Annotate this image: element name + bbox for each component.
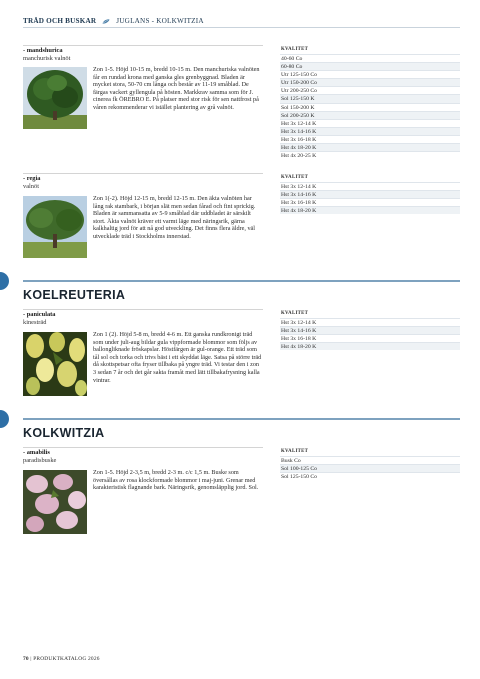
footer-separator: | xyxy=(30,656,32,662)
quality-row: Hst 3x 14-16 K xyxy=(280,326,460,334)
plant-divider xyxy=(23,173,263,174)
quality-row: 60-80 Co xyxy=(280,62,460,70)
quality-row: Hst 3x 14-16 K xyxy=(280,190,460,198)
section-rule xyxy=(23,418,460,420)
plant-photo-paniculata xyxy=(23,332,87,396)
plant-description: Zon 1-5. Höjd 2-3,5 m, bredd 2-3 m. c/c 1,5 m. Buske som översållas av rosa klockformade blommor i maj-juni. Grenar med karakteristisk flagnande bark. Näringsrik, genomsläpplig jord. Sol. xyxy=(93,469,259,492)
header-genera: JUGLANS - KOLKWITZIA xyxy=(116,17,204,25)
section-title: KOELREUTERIA xyxy=(23,288,126,302)
quality-row: Utr 150-200 Co xyxy=(280,78,460,86)
quality-table xyxy=(280,447,460,480)
header-section: TRÄD OCH BUSKAR xyxy=(23,17,97,25)
plant-name-block xyxy=(23,449,56,464)
quality-table xyxy=(280,309,460,350)
quality-row: Hst 3x 16-18 K xyxy=(280,135,460,143)
section-rule xyxy=(23,280,460,282)
page-number: 70 xyxy=(23,656,29,662)
section-marker xyxy=(0,410,9,428)
quality-row: Hst 3x 12-14 K xyxy=(280,182,460,190)
plant-name-block xyxy=(23,175,40,190)
quality-row: Sol 150-200 K xyxy=(280,103,460,111)
plant-photo-regia xyxy=(23,196,87,258)
quality-header: KVALITET xyxy=(281,311,309,316)
plant-divider xyxy=(23,447,263,448)
quality-row: Sol 200-250 K xyxy=(280,111,460,119)
quality-row: Hst 4x 18-20 K xyxy=(280,206,460,214)
quality-row: Hst 3x 14-16 K xyxy=(280,127,460,135)
plant-name-block xyxy=(23,47,70,62)
quality-row: Hst 4x 18-20 K xyxy=(280,143,460,151)
quality-row: Sol 125-150 Co xyxy=(280,472,460,480)
quality-header: KVALITET xyxy=(281,449,309,454)
plant-photo-amabilis xyxy=(23,470,87,534)
plant-swedish-name: paradisbuske xyxy=(23,456,57,464)
leaf-icon xyxy=(102,19,110,24)
quality-row: Busk Co xyxy=(280,456,460,464)
quality-row: Hst 3x 16-18 K xyxy=(280,198,460,206)
plant-swedish-name: valnöt xyxy=(23,182,39,190)
plant-description: Zon 1(-2). Höjd 12-15 m, bredd 12-15 m. Den äkta valnöten har lång rak stambark, i början slät men sedan fårad och fint sprickig. Bladen är sammansatta av 5-9 småblad där uddbladet är särskilt stort. Äkta valnöt kräver ett varmt läge med näringsrik, gärna kalkhaltig jord för att nå god utveckling. Det finns flera äldre, väl utvecklade träd i Stockholms innerstad. xyxy=(93,195,256,240)
section-title: KOLKWITZIA xyxy=(23,426,105,440)
quality-table xyxy=(280,173,460,214)
plant-cultivar: - paniculata xyxy=(23,311,56,318)
quality-row: Hst 3x 12-14 K xyxy=(280,119,460,127)
plant-divider xyxy=(23,309,263,310)
plant-name-block xyxy=(23,311,56,326)
quality-row: Hst 3x 16-18 K xyxy=(280,334,460,342)
header-divider xyxy=(23,27,460,28)
quality-row: Utr 200-250 Co xyxy=(280,86,460,94)
quality-row: Utr 125-150 Co xyxy=(280,70,460,78)
quality-header: KVALITET xyxy=(281,175,309,180)
plant-photo-mandshurica xyxy=(23,67,87,129)
plant-swedish-name: kinesträd xyxy=(23,318,47,326)
quality-row: Hst 4x 18-20 K xyxy=(280,342,460,350)
catalog-name: PRODUKTKATALOG 2026 xyxy=(33,656,100,662)
quality-row: Hst 3x 12-14 K xyxy=(280,318,460,326)
plant-description: Zon 1 (2). Höjd 5-8 m, bredd 4-6 m. Ett ganska rundkronigt träd som under juli-aug bildar gula vippformade blommor som följs av ballongliknade fröskapslar. Höstfärgen är gul-orange. Ett träd som tål sol och torka och trivs bäst i ett skyddat läge. Satsa på större träd då skottspetsar ofta fryser tillbaka på yngre träd. Vi testar den i zon 3 sedan 7 år och det går sakta framåt med lätt tillbakafrysning kalla vintrar. xyxy=(93,331,262,384)
plant-swedish-name: manchurisk valnöt xyxy=(23,54,71,62)
quality-header: KVALITET xyxy=(281,47,309,52)
quality-row: Hst 4x 20-25 K xyxy=(280,151,460,159)
plant-cultivar: - mandshurica xyxy=(23,47,63,54)
plant-divider xyxy=(23,45,263,46)
plant-cultivar: - amabilis xyxy=(23,449,50,456)
quality-table xyxy=(280,45,460,159)
page-footer xyxy=(23,656,100,662)
running-header xyxy=(23,17,204,25)
quality-row: Sol 100-125 Co xyxy=(280,464,460,472)
quality-row: Sol 125-150 K xyxy=(280,94,460,102)
plant-cultivar: - regia xyxy=(23,175,41,182)
quality-row: 40-60 Co xyxy=(280,54,460,62)
section-marker xyxy=(0,272,9,290)
plant-description: Zon 1-5. Höjd 10-15 m, bredd 10-15 m. Den manchuriska valnöten får en rundad krona med ganska gles grenbyggnad. Bladen är mycket stora, 50-70 cm långa och består av 11-19 småblad. De färgas vackert gyllengula på hösten. Markkrav samma som för J. cinerea fk ÖREBRO E. På platser med stor risk för sen nattfrost på våren rekommenderar vi istället plantering av grå valnöt. xyxy=(93,66,260,111)
